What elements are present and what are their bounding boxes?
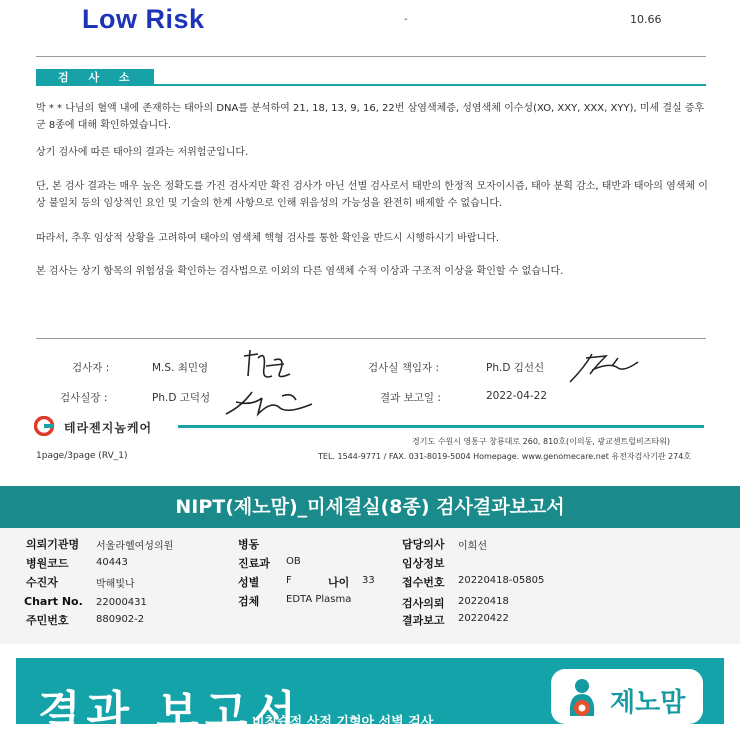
age-value: 33 <box>362 575 375 586</box>
chart-value: 22000431 <box>96 597 147 608</box>
tester-label: 검사자 : <box>72 362 110 374</box>
dept-label: 진료과 <box>238 557 270 570</box>
lab-head-name: Ph.D 김선신 <box>486 362 545 374</box>
result-value: 10.66 <box>630 13 662 26</box>
hospital-code-label: 병원코드 <box>26 557 69 570</box>
rrn-label: 주민번호 <box>26 614 69 627</box>
company-logo-text: 테라젠지놈케어 <box>64 421 153 435</box>
section-title: 검 사 소 견 <box>36 69 154 86</box>
risk-result: Low Risk <box>82 4 205 34</box>
company-contact: TEL. 1544-9771 / FAX. 031-8019-5004 Homepage. www.genomecare.net 유전자검사기관 274호 <box>318 452 692 461</box>
report-date: 2022-04-22 <box>486 390 548 402</box>
tester-signature-icon <box>236 346 294 386</box>
sex-label: 성별 <box>238 576 260 589</box>
finding-paragraph-2: 상기 검사에 따른 태아의 결과는 저위험군입니다. <box>36 147 249 158</box>
doctor-label: 담당의사 <box>402 538 445 551</box>
divider <box>36 56 706 57</box>
lab-director-name: Ph.D 고덕성 <box>152 392 211 404</box>
examinee-value: 박해빛나 <box>96 579 135 590</box>
page-number: 1page/3page (RV_1) <box>36 451 128 461</box>
report-title: NIPT(제노맘)_미세결실(8종) 검사결과보고서 <box>0 486 740 528</box>
mother-baby-logo-icon <box>562 676 606 724</box>
section-underline <box>154 84 706 86</box>
ward-label: 병동 <box>238 538 260 551</box>
hospital-code-value: 40443 <box>96 557 128 568</box>
finding-paragraph-5: 본 검사는 상기 항목의 위험성을 확인하는 검사법으로 이외의 다른 염색체 수적 이상과 구조적 이상을 확인할 수 없습니다. <box>36 266 564 277</box>
receipt-value: 20220418-05805 <box>458 575 545 586</box>
request-value: 20220418 <box>458 596 509 607</box>
specimen-label: 검체 <box>238 595 260 608</box>
tester-name: M.S. 최민영 <box>152 362 209 374</box>
report-date-label: 결과 보고일 : <box>380 392 441 404</box>
result-date-value: 20220422 <box>458 613 509 624</box>
institution-label: 의뢰기관명 <box>26 538 80 551</box>
specimen-value: EDTA Plasma <box>286 594 352 605</box>
request-label: 검사의뢰 <box>402 597 445 610</box>
chart-label: Chart No. <box>24 595 83 608</box>
finding-paragraph-1: 박 * * 나님의 혈액 내에 존재하는 태아의 DNA를 분석하여 21, 18, 13, 9, 16, 22번 삼염색체증, 성염색체 이수성(XO, XXY, XXX, XYY), 미세 결실 증후군 8종에 대해 확인하였습니다. <box>36 103 705 131</box>
institution-value: 서울라헬여성의원 <box>96 541 174 552</box>
age-label: 나이 <box>328 576 350 589</box>
finding-paragraph-4: 따라서, 추후 임상적 상황을 고려하여 태아의 염색체 핵형 검사를 통한 확인을 반드시 시행하시기 바랍니다. <box>36 233 500 244</box>
clinical-info-label: 임상정보 <box>402 557 445 570</box>
footer-bar <box>178 425 704 428</box>
result-report-subtitle: 비침습적 산전 기형아 선별 검사 <box>252 715 434 730</box>
company-logo-icon <box>34 416 60 436</box>
dept-value: OB <box>286 556 301 567</box>
rrn-value: 880902-2 <box>96 614 145 625</box>
lab-head-signature-icon <box>566 348 642 388</box>
result-dash: - <box>404 14 408 25</box>
lab-head-label: 검사실 책임자 : <box>368 362 440 374</box>
result-report-title: 결과 보고서 <box>38 687 302 738</box>
lab-director-signature-icon <box>222 384 318 420</box>
doctor-value: 이희선 <box>458 541 487 552</box>
divider <box>36 338 706 339</box>
result-label: 결과보고 <box>402 614 445 627</box>
sex-value: F <box>286 575 292 586</box>
examinee-label: 수진자 <box>26 576 58 589</box>
finding-paragraph-3: 단, 본 검사 결과는 매우 높은 정확도를 가진 검사지만 확진 검사가 아닌 선별 검사로서 태반의 한정적 모자이시즘, 태아 분획 감소, 태반과 태아의 염색체 이상 불일치 등의 임상적인 요인 및 기술의 한계 사항으로 인해 위음성의 가능성을 완전히 배제할 수 없습니다. <box>36 181 708 209</box>
brand-name: 제노맘 <box>610 688 686 718</box>
company-address: 경기도 수원시 영통구 창룡대로 260, 810호(이의동, 광교센트럴비즈타워) <box>412 437 671 446</box>
lab-director-label: 검사실장 : <box>60 392 108 404</box>
receipt-label: 접수번호 <box>402 576 445 589</box>
